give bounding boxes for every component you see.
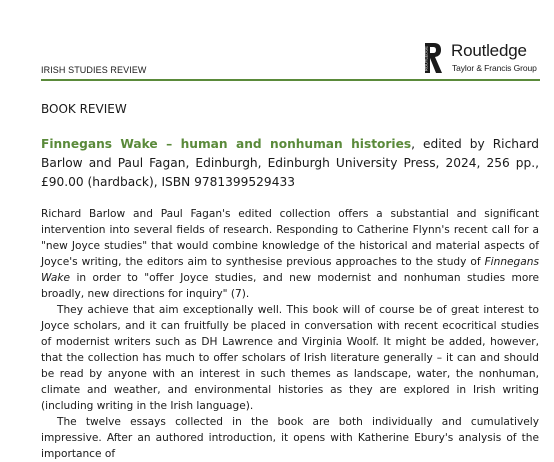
citation-details: , edited by Richard Barlow and Paul Fagan, Edinburgh, Edinburgh University Press, 2024, 256 pp., £90.00 (hardback), ISBN 9781399529433 [41,137,539,189]
routledge-r-logo-icon [423,42,443,74]
journal-name: IRISH STUDIES REVIEW [41,65,147,75]
section-label: BOOK REVIEW [41,102,127,116]
header-rule [41,79,540,81]
publisher-logo [423,42,543,76]
paragraph-3: The twelve essays collected in the book are both individually and cumulatively impressive. After an authored introduction, it opens with Katherine Ebury's analysis of the importance of [41,416,539,460]
book-title: Finnegans Wake – human and nonhuman histories [41,137,412,151]
logo-mark-text: ROUTLEDGE [423,46,429,71]
review-body [41,206,539,462]
paragraph-1-text-b: in order to "offer Joyce studies, and new modernist and nonhuman studies more broadly, new directions for inquiry" (7). [41,272,539,300]
book-citation [41,135,539,192]
paragraph-2: They achieve that aim exceptionally well. This book will of course be of great interest to Joyce scholars, and it can fruitfully be placed in conversation with recent ecocritical studies of modernist writers such as DH Lawrence and Virginia Woolf. It might be added, however, that the collection has much to offer scholars of Irish literature generally – it can and should be read by anyone with an interest in such themes as landscape, water, the nonhuman, climate and weather, and environmental histories as they are explored in Irish writing (including writing in the Irish language). [41,304,539,412]
publisher-name: Routledge [451,41,527,60]
paragraph-1-text-a: Richard Barlow and Paul Fagan's edited collection offers a substantial and significant intervention into several fields of research. Responding to Catherine Flynn's recent call for a "new Joyce studies" that would combine knowledge of the historical and material aspects of Joyce's writing, the editors aim to synthesise previous approaches to the study of [41,208,539,268]
paragraph-1 [41,206,539,302]
paragraph-1-italic-title: Finnegans Wake [41,256,539,284]
publisher-subtitle: Taylor & Francis Group [452,63,537,73]
